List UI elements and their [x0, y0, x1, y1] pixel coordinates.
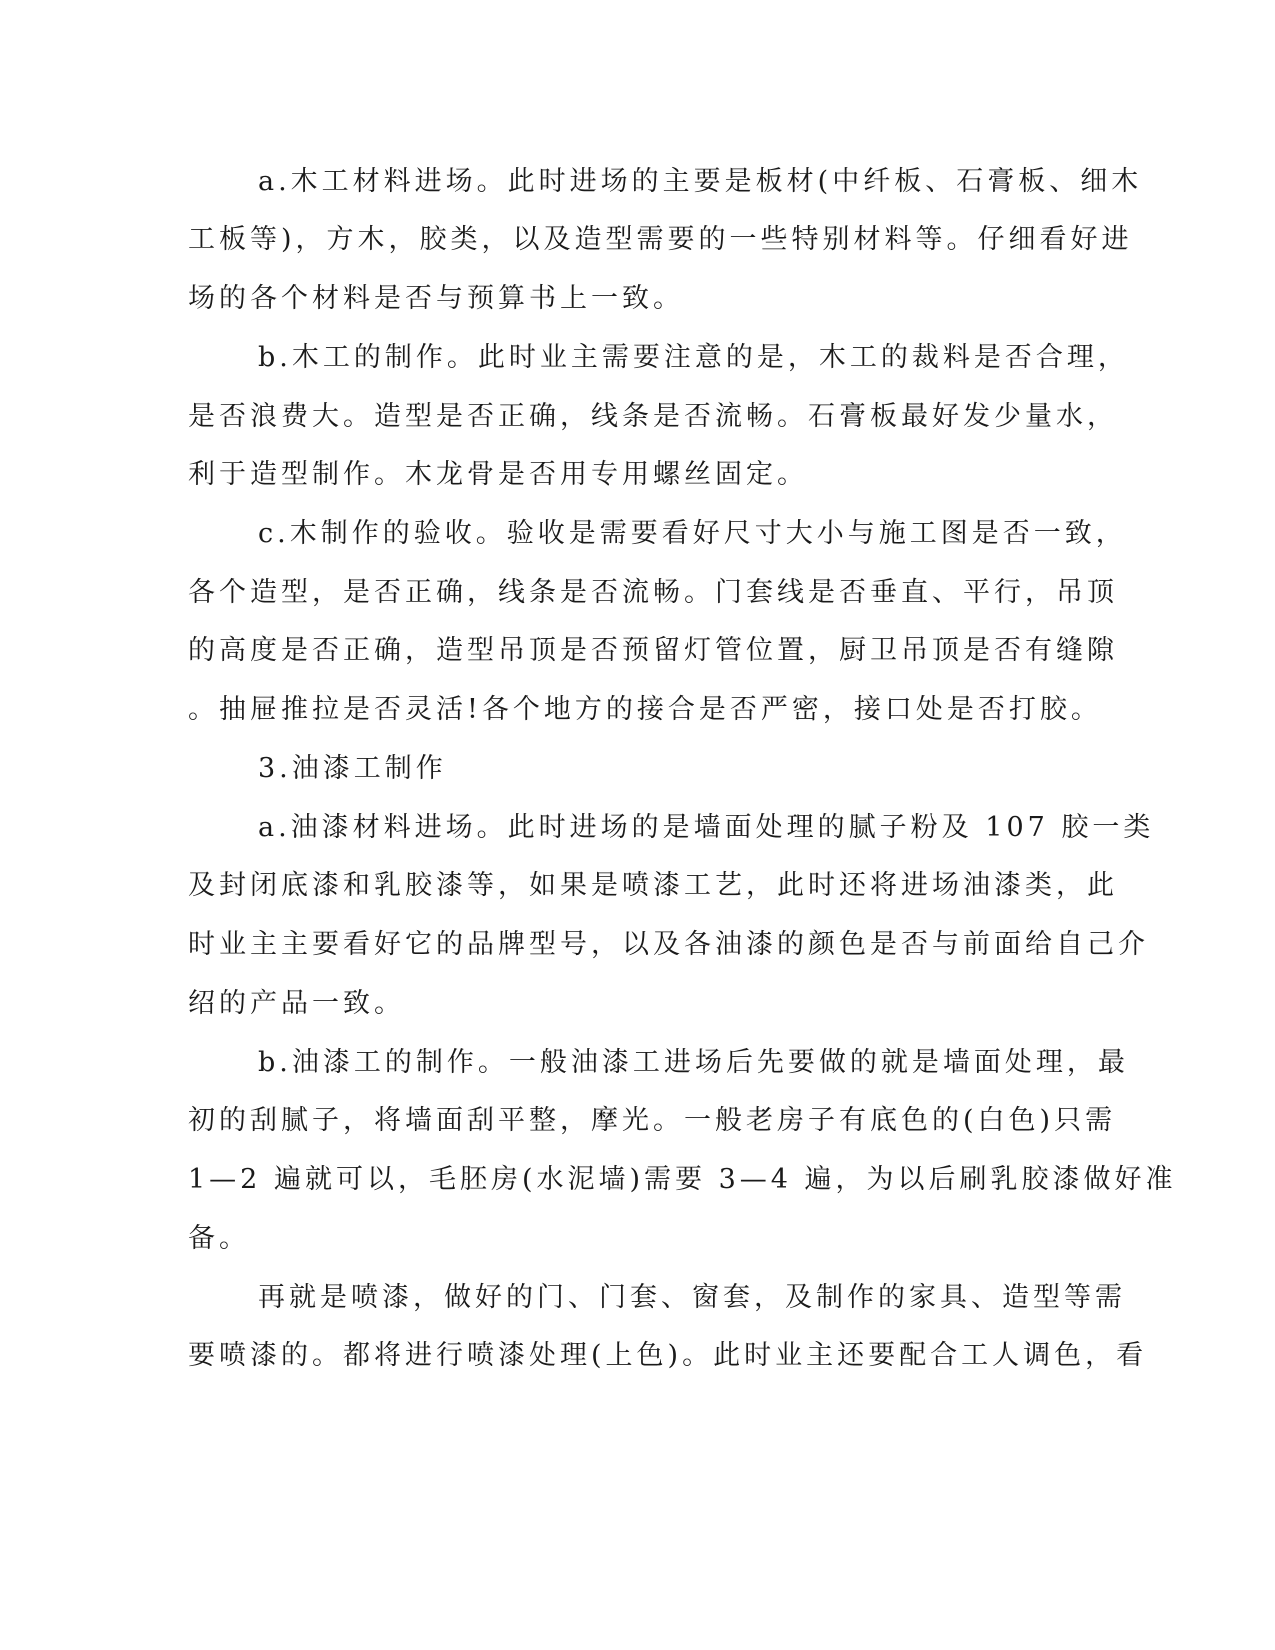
paragraph-b-wood-making-line-1: b.木工的制作。此时业主需要注意的是，木工的裁料是否合理，: [258, 342, 1129, 373]
paragraph-c-acceptance-line-4: 。抽屉推拉是否灵活!各个地方的接合是否严密，接口处是否打胶。: [188, 694, 1102, 725]
paragraph-b-paint-making-line-2: 初的刮腻子，将墙面刮平整，摩光。一般老房子有底色的(白色)只需: [188, 1105, 1117, 1136]
paragraph-a-paint-materials-line-3: 时业主主要看好它的品牌型号，以及各油漆的颜色是否与前面给自己介: [188, 929, 1149, 960]
paragraph-b-paint-making-line-1: b.油漆工的制作。一般油漆工进场后先要做的就是墙面处理，最: [258, 1047, 1129, 1078]
paragraph-spray-paint-line-2: 要喷漆的。都将进行喷漆处理(上色)。此时业主还要配合工人调色，看: [188, 1340, 1148, 1371]
paragraph-c-acceptance-line-1: c.木制作的验收。验收是需要看好尺寸大小与施工图是否一致，: [258, 518, 1127, 549]
paragraph-c-acceptance-line-3: 的高度是否正确，造型吊顶是否预留灯管位置，厨卫吊顶是否有缝隙: [188, 635, 1118, 666]
paragraph-a-wood-materials-line-1: a.木工材料进场。此时进场的主要是板材(中纤板、石膏板、细木: [258, 166, 1143, 197]
paragraph-a-wood-materials-line-3: 场的各个材料是否与预算书上一致。: [188, 283, 684, 314]
paragraph-a-paint-materials-line-2: 及封闭底漆和乳胶漆等，如果是喷漆工艺，此时还将进场油漆类，此: [188, 870, 1118, 901]
section-heading-paint-work: 3.油漆工制作: [258, 753, 447, 784]
paragraph-a-paint-materials-line-1: a.油漆材料进场。此时进场的是墙面处理的腻子粉及 107 胶一类: [258, 812, 1155, 843]
paragraph-a-paint-materials-line-4: 绍的产品一致。: [188, 988, 405, 1019]
paragraph-a-wood-materials-line-2: 工板等)，方木，胶类，以及造型需要的一些特别材料等。仔细看好进: [188, 224, 1133, 255]
paragraph-b-paint-making-line-4: 备。: [188, 1223, 250, 1254]
paragraph-spray-paint-line-1: 再就是喷漆，做好的门、门套、窗套，及制作的家具、造型等需: [258, 1282, 1126, 1313]
paragraph-b-wood-making-line-2: 是否浪费大。造型是否正确，线条是否流畅。石膏板最好发少量水，: [188, 401, 1118, 432]
paragraph-c-acceptance-line-2: 各个造型，是否正确，线条是否流畅。门套线是否垂直、平行，吊顶: [188, 577, 1118, 608]
paragraph-b-wood-making-line-3: 利于造型制作。木龙骨是否用专用螺丝固定。: [188, 459, 808, 490]
paragraph-b-paint-making-line-3: 1—2 遍就可以，毛胚房(水泥墙)需要 3—4 遍，为以后刷乳胶漆做好准: [188, 1164, 1177, 1195]
